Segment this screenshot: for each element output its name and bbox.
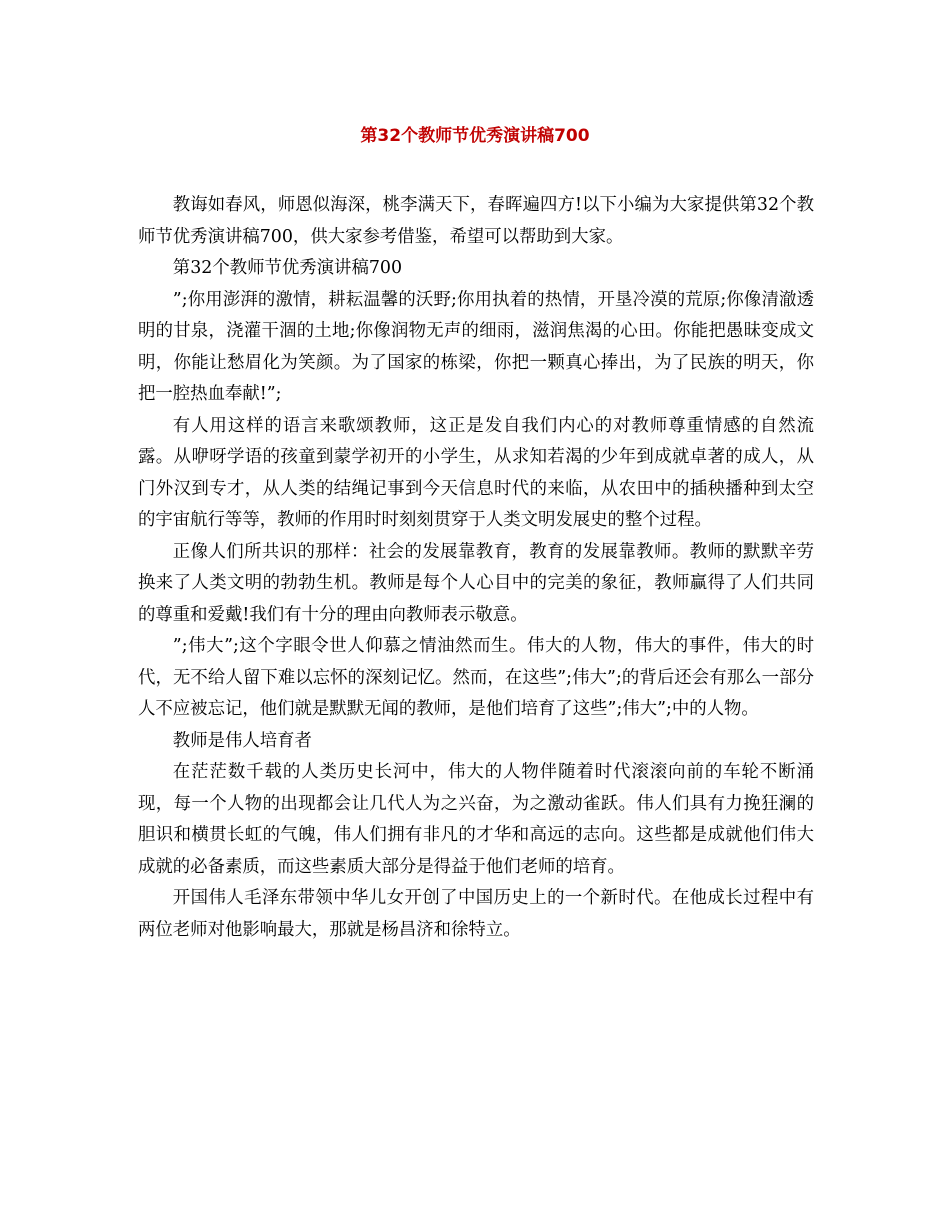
document-body	[138, 190, 814, 946]
paragraph-history: 在茫茫数千载的人类历史长河中，伟大的人物伴随着时代滚滚向前的车轮不断涌现，每一个人物的出现都会让几代人为之兴奋，为之激动雀跃。伟人们具有力挽狂澜的胆识和横贯长虹的气魄，伟人们拥有非凡的才华和高远的志向。这些都是成就他们伟大成就的必备素质，而这些素质大部分是得益于他们老师的培育。	[138, 762, 814, 877]
paragraph-consensus: 正像人们所共识的那样：社会的发展靠教育，教育的发展靠教师。教师的默默辛劳换来了人类文明的勃勃生机。教师是每个人心目中的完美的象征，教师赢得了人们共同的尊重和爱戴!我们有十分的理由向教师表示敬意。	[138, 541, 814, 625]
paragraph-greatness: ”;伟大”;这个字眼令世人仰慕之情油然而生。伟大的人物，伟大的事件，伟大的时代，无不给人留下难以忘怀的深刻记忆。然而，在这些”;伟大”;的背后还会有那么一部分人不应被忘记，他们就是默默无闻的教师，是他们培育了这些”;伟大”;中的人物。	[138, 636, 814, 719]
paragraph-intro: 教诲如春风，师恩似海深，桃李满天下，春晖遍四方!以下小编为大家提供第32个教师节优秀演讲稿700，供大家参考借鉴，希望可以帮助到大家。	[138, 195, 814, 247]
paragraph-praise: 有人用这样的语言来歌颂教师，这正是发自我们内心的对教师尊重情感的自然流露。从咿呀学语的孩童到蒙学初开的小学生，从求知若渴的少年到成就卓著的成人，从门外汉到专才，从人类的结绳记事到今天信息时代的来临，从农田中的插秧播种到太空的宇宙航行等等，教师的作用时时刻刻贯穿于人类文明发展史的整个过程。	[138, 415, 814, 530]
paragraph-mao: 开国伟人毛泽东带领中华儿女开创了中国历史上的一个新时代。在他成长过程中有两位老师对他影响最大，那就是杨昌济和徐特立。	[138, 888, 814, 940]
paragraph-subtitle: 第32个教师节优秀演讲稿700	[172, 258, 403, 278]
paragraph-quote: ”;你用澎湃的激情，耕耘温馨的沃野;你用执着的热情，开垦冷漠的荒原;你像清澈透明的甘泉，浇灌干涸的土地;你像润物无声的细雨，滋润焦渴的心田。你能把愚昧变成文明，你能让愁眉化为笑颜。为了国家的栋梁，你把一颗真心捧出，为了民族的明天，你把一腔热血奉献!”;	[138, 289, 814, 404]
section-heading: 教师是伟人培育者	[172, 730, 312, 751]
document-title: 第32个教师节优秀演讲稿700	[360, 126, 590, 146]
